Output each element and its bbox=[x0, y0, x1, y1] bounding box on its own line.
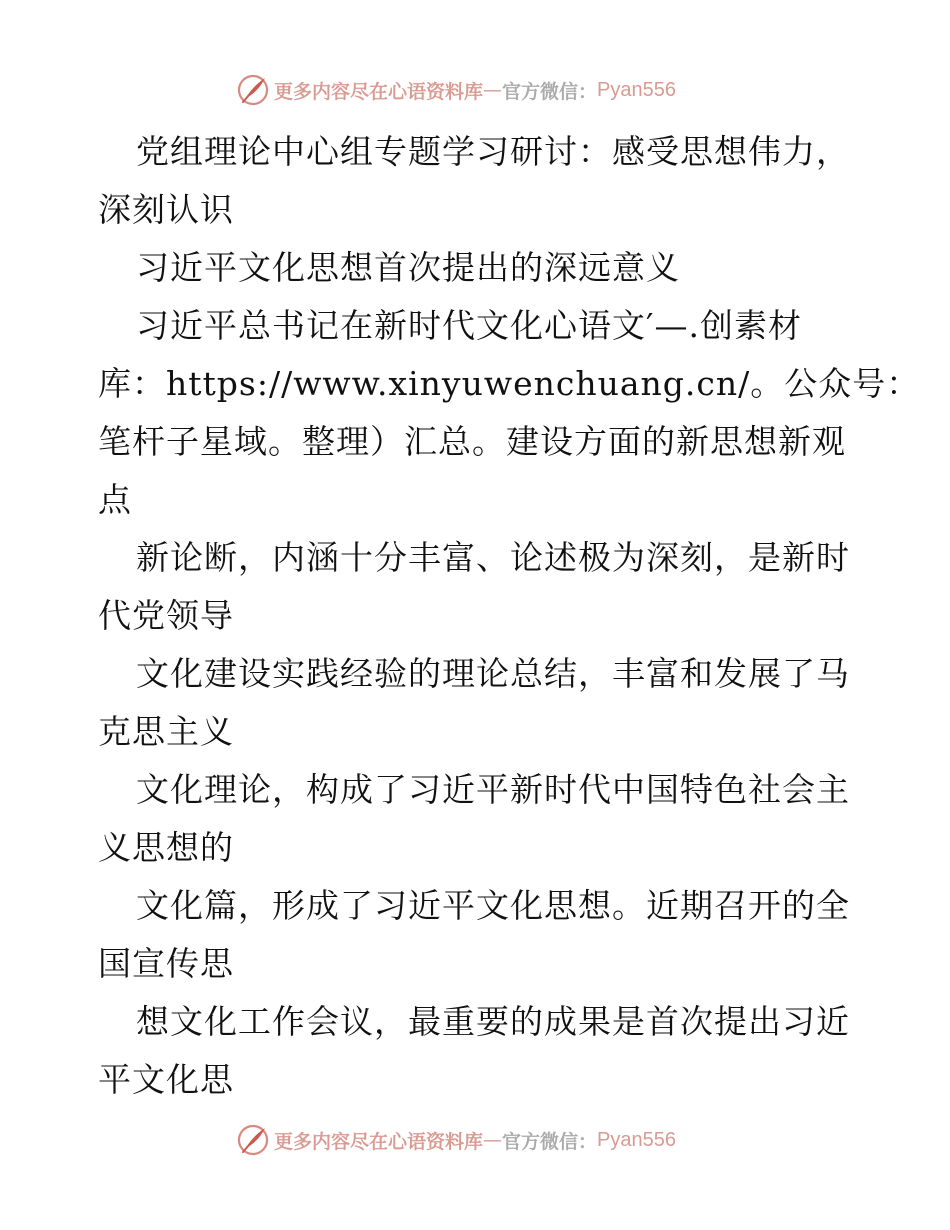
document-body bbox=[98, 123, 921, 1109]
header-watermark bbox=[236, 70, 676, 110]
watermark-official-label: 官方微信： bbox=[502, 80, 598, 103]
text-line: 代党领导 bbox=[98, 596, 234, 635]
text-line: 想文化工作会议，最重要的成果是首次提出习近 bbox=[136, 1002, 850, 1041]
text-line: 国宣传思 bbox=[98, 944, 234, 983]
watermark-official-label: 官方微信： bbox=[502, 1130, 598, 1153]
text-line: 习近平文化思想首次提出的深远意义 bbox=[136, 248, 680, 287]
text-line: 文化理论，构成了习近平新时代中国特色社会主 bbox=[136, 770, 850, 809]
text-line: 新论断，内涵十分丰富、论述极为深刻，是新时 bbox=[136, 538, 850, 577]
text-line: 义思想的 bbox=[98, 828, 234, 867]
watermark-wechat-id: Pyan556 bbox=[597, 78, 676, 101]
watermark-wechat-id: Pyan556 bbox=[597, 1128, 676, 1151]
watermark-dash: — bbox=[483, 1129, 503, 1151]
footer-watermark bbox=[236, 1120, 676, 1160]
watermark-text: 更多内容尽在心语资料库 bbox=[274, 80, 484, 103]
text-line: 克思主义 bbox=[98, 712, 234, 751]
text-line: 深刻认识 bbox=[98, 190, 234, 229]
text-line: 笔杆子星域。整理）汇总。建设方面的新思想新观 bbox=[98, 422, 846, 461]
text-line: 党组理论中心组专题学习研讨：感受思想伟力， bbox=[136, 132, 850, 171]
feather-quill-logo-icon bbox=[236, 73, 270, 107]
text-line: 习近平总书记在新时代文化心语文′—.创素材 bbox=[136, 306, 802, 345]
watermark-text: 更多内容尽在心语资料库 bbox=[274, 1130, 484, 1153]
text-line: 文化篇，形成了习近平文化思想。近期召开的全 bbox=[136, 886, 850, 925]
feather-quill-logo-icon bbox=[236, 1123, 270, 1157]
text-line: 文化建设实践经验的理论总结，丰富和发展了马 bbox=[136, 654, 850, 693]
text-line: 库：https://www.xinyuwenchuang.cn/。公众号： bbox=[98, 364, 921, 403]
watermark-dash: — bbox=[483, 79, 503, 101]
text-line: 点 bbox=[98, 480, 132, 519]
text-line: 平文化思 bbox=[98, 1060, 234, 1099]
